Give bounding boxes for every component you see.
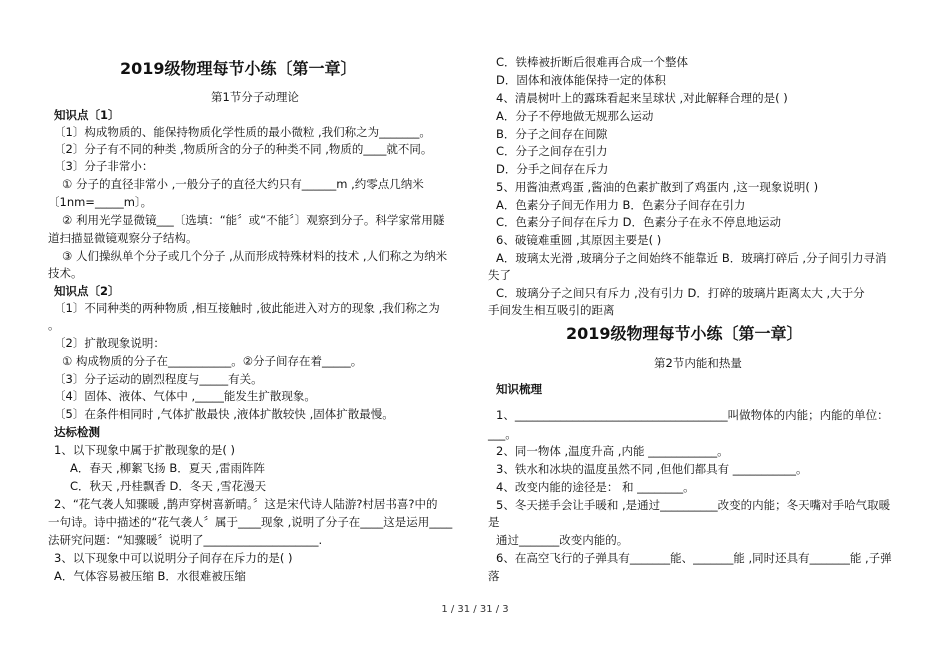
text-line: 。 [48, 318, 60, 332]
answer-option: C．玻璃分子之间只有斥力 ,没有引力 D．打碎的玻璃片距离太大 ,大于分 [496, 286, 865, 300]
text-line: 〔1〕不同种类的两种物质 ,相互接触时 ,彼此能进入对方的现象 ,我们称之为 [54, 301, 440, 315]
question: 3、以下现象中可以说明分子间存在斥力的是( ) [54, 551, 293, 565]
answer-option: C．色素分子间存在斥力 D．色素分子在永不停息地运动 [496, 215, 782, 229]
text-line: 1、_____________________________________叫做物体的内能；内能的单位： [496, 408, 889, 422]
answer-option: D．固体和液体能保持一定的体积 [496, 73, 666, 87]
text-line: 〔1〕构成物质的、能保持物质化学性质的最小微粒 ,我们称之为_______。 [54, 125, 431, 139]
answer-option: C．秋天 ,丹桂飘香 D．冬天 ,雪花漫天 [70, 479, 267, 493]
text-line: ② 利用光学显微镜___〔选填：“能〞或“不能〞〕观察到分子。科学家常用隧 [62, 213, 445, 227]
knowledge-heading: 知识梳理 [496, 382, 542, 396]
text-line: 是 [488, 515, 500, 529]
answer-option: 失了 [488, 268, 511, 282]
text-line: 通过_______改变内能的。 [496, 533, 629, 547]
section-subtitle: 第1节分子动理论 [211, 90, 299, 104]
question: 4、清晨树叶上的露珠看起来呈球状 ,对此解释合理的是( ) [496, 91, 788, 105]
page-number: 1 / 31 / 31 / 3 [441, 604, 509, 615]
text-line: 技术。 [48, 266, 83, 280]
text-line: 〔2〕分子有不同的种类 ,物质所含的分子的种类不同 ,物质的____就不同。 [54, 142, 433, 156]
text-line: ① 分子的直径非常小 ,一般分子的直径大约只有______m ,约零点几纳米 [62, 177, 424, 191]
page-title: 2019级物理每节小练〔第一章〕 [566, 324, 803, 343]
text-line: ① 构成物质的分子在___________。②分子间存在着_____。 [62, 354, 363, 368]
text-line: 〔1nm=_____m〕。 [48, 195, 153, 209]
question: 5、用酱油煮鸡蛋 ,酱油的色素扩散到了鸡蛋内 ,这一现象说明( ) [496, 180, 819, 194]
text-line: 4、改变内能的途径是： 和 ________。 [496, 480, 695, 494]
text-line: 〔4〕固体、液体、气体中 ,_____能发生扩散现象。 [54, 389, 316, 403]
section-subtitle: 第2节内能和热量 [654, 356, 742, 370]
answer-option: B．分子之间存在间隙 [496, 127, 608, 141]
question: 2、“花气袭人知骤暖 ,鹊声穿树喜新晴。〞这是宋代诗人陆游?村居书喜?中的 [54, 497, 438, 511]
answer-option: C．分子之间存在引力 [496, 144, 608, 158]
answer-option: D．分手之间存在斥力 [496, 162, 609, 176]
answer-option: A．色素分子间无作用力 B．色素分子间存在引力 [496, 198, 746, 212]
question: 法研究问题：“知骤暖〞说明了____________________. [48, 533, 323, 547]
answer-option: A．玻璃太光滑 ,玻璃分子之间始终不能靠近 B．玻璃打碎后 ,分子间引力寻消 [496, 251, 887, 265]
text-line: 〔5〕在条件相同时 ,气体扩散最快 ,液体扩散较快 ,固体扩散最慢。 [54, 407, 394, 421]
check-heading: 达标检测 [54, 425, 100, 439]
text-line: 〔3〕分子非常小： [54, 159, 154, 173]
answer-option: A．春天 ,柳絮飞扬 B．夏天 ,雷雨阵阵 [70, 461, 266, 475]
answer-option: A．气体容易被压缩 B．水很难被压缩 [54, 569, 246, 583]
text-line: 6、在高空飞行的子弹具有_______能、_______能 ,同时还具有_______能 ,子弹 [496, 551, 892, 565]
answer-option: 手间发生相互吸引的距离 [488, 303, 615, 317]
question: 一句诗。诗中描述的“花气袭人〞属于____现象 ,说明了分子在____这是运用____ [48, 515, 453, 529]
answer-option: C．铁棒被折断后很难再合成一个整体 [496, 55, 689, 69]
answer-option: A．分子不停地做无规那么运动 [496, 109, 654, 123]
knowledge-point-heading: 知识点〔2〕 [54, 284, 120, 298]
knowledge-point-heading: 知识点〔1〕 [54, 108, 120, 122]
text-line: 2、同一物体 ,温度升高 ,内能 ____________。 [496, 444, 729, 458]
text-line: ___。 [488, 427, 517, 441]
page-title: 2019级物理每节小练〔第一章〕 [120, 59, 357, 78]
text-line: 5、冬天搓手会让手暖和 ,是通过__________改变的内能；冬天嘴对手哈气取暖 [496, 498, 891, 512]
text-line: 〔3〕分子运动的剧烈程度与_____有关。 [54, 372, 263, 386]
text-line: ③ 人们操纵单个分子或几个分子 ,从而形成特殊材料的技术 ,人们称之为纳米 [62, 249, 448, 263]
question: 1、以下现象中属于扩散现象的是( ) [54, 443, 235, 457]
text-line: 落 [488, 569, 500, 583]
text-line: 〔2〕扩散现象说明： [54, 336, 165, 350]
question: 6、破镜难重圆 ,其原因主要是( ) [496, 233, 662, 247]
text-line: 3、铁水和冰块的温度虽然不同 ,但他们都具有 ___________。 [496, 462, 808, 476]
text-line: 道扫描显微镜观察分子结构。 [48, 231, 198, 245]
